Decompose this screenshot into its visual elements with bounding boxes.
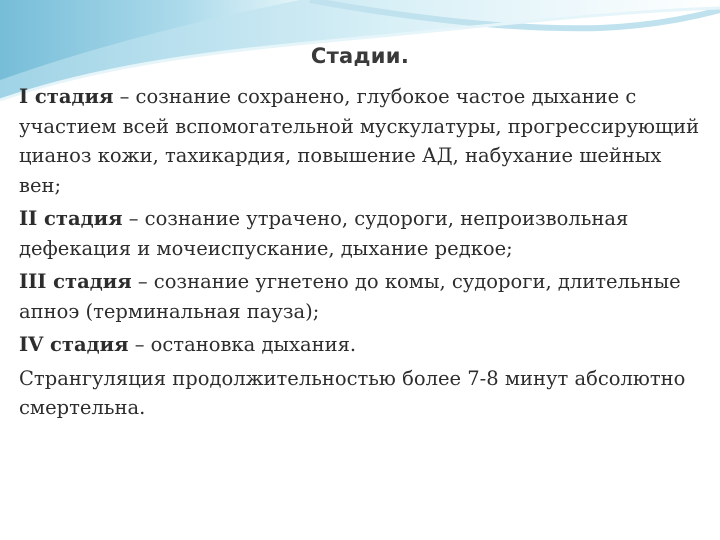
stage-label: I стадия [19, 85, 114, 108]
stage-1-paragraph [19, 82, 709, 200]
stage-label: IV стадия [19, 333, 129, 356]
slide-title: Стадии. [310, 44, 410, 68]
stage-2-paragraph [19, 204, 709, 263]
stage-3-paragraph [19, 267, 709, 326]
stage-label: II стадия [19, 207, 123, 230]
slide-body [19, 82, 709, 427]
stage-description: – сознание утрачено, судороги, непроизвольная дефекация и мочеиспускание, дыхание редкое; [19, 207, 629, 260]
stage-description: – сознание угнетено до комы, судороги, длительные апноэ (терминальная пауза); [19, 270, 681, 323]
stage-description: – сознание сохранено, глубокое частое дыхание с участием всей вспомогательной мускулатуры, прогрессирующий цианоз кожи, тахикардия, повышение АД, набухание шейных вен; [19, 85, 700, 197]
stage-description: – остановка дыхания. [128, 333, 357, 356]
stage-label: III стадия [19, 270, 132, 293]
conclusion-paragraph: Странгуляция продолжительностью более 7-8 минут абсолютно смертельна. [19, 366, 686, 419]
stage-4-paragraph [19, 330, 709, 360]
